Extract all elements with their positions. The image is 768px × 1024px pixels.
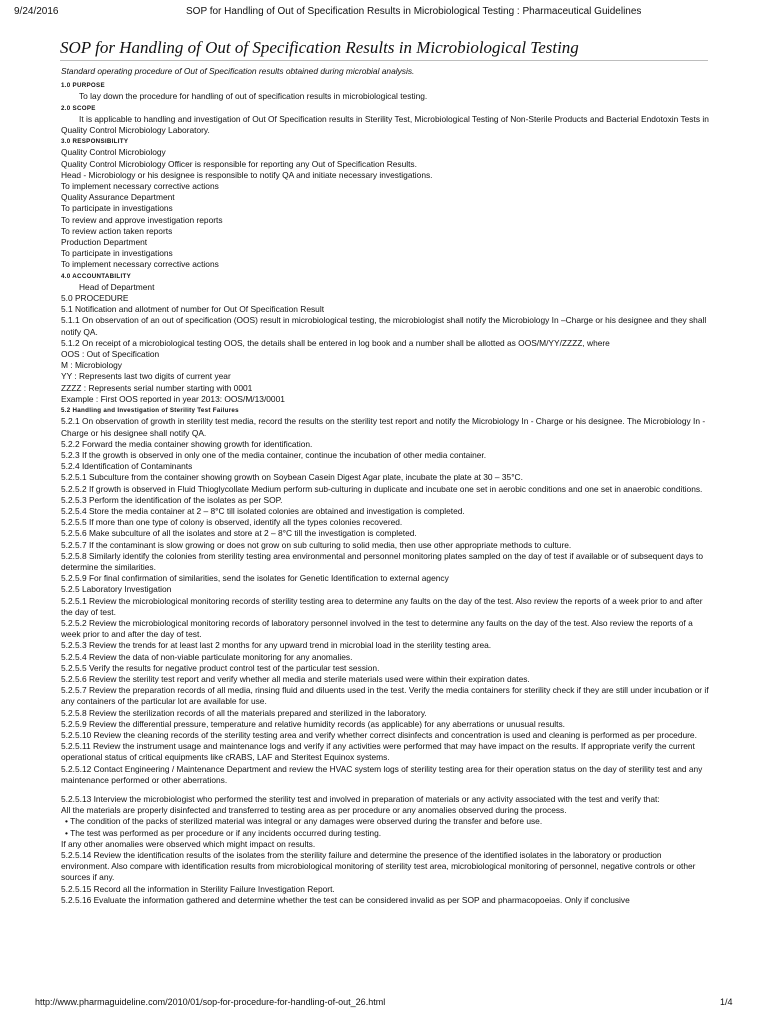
paragraph: 5.2.5.13 Interview the microbiologist who performed the sterility test and involved in preparation of materials or any activity associated with the test and verify that:	[61, 794, 660, 804]
definition-line: M : Microbiology	[61, 360, 122, 371]
paragraph: 5.2.5.4 Store the media container at 2 – 8°C till isolated colonies are obtained and investigation is completed.	[61, 505, 465, 516]
section-heading: 4.0 ACCOUNTABILITY	[61, 272, 132, 280]
paragraph: 5.2.5.11 Review the instrument usage and maintenance logs and verify if any activities were performed that may have impact on the results. If appropriate verify the current operational status of critical equipments like cRABS, LAF and Steritest Equinox systems.	[61, 741, 695, 763]
subheading: 5.2.4 Identification of Contaminants	[61, 461, 193, 472]
paragraph: 5.1.1 On observation of an out of specification (OOS) result in microbiological testing, the microbiologist shall notify the Microbiology In –Charge or his designee and they shall notify QA.	[61, 315, 707, 337]
paragraph: 5.2.5.8 Review the sterilization records of all the materials prepared and sterilized in the laboratory.	[61, 707, 427, 718]
paragraph: To review action taken reports	[61, 225, 173, 236]
definition-line: ZZZZ : Represents serial number starting with 0001	[61, 382, 253, 393]
section-heading: 2.0 SCOPE	[61, 104, 96, 112]
paragraph: 5.2.5.7 If the contaminant is slow growing or does not grow on sub culturing to solid media, then use other appropriate methods to culture.	[61, 539, 572, 550]
paragraph: 5.2.1 On observation of growth in sterility test media, record the results on the sterility test report and notify the Microbiology In - Charge or his designee. The Microbiology In - Charge or his designee shall notify QA.	[61, 416, 706, 438]
definition-line: OOS : Out of Specification	[61, 349, 160, 360]
section-heading: 5.0 PROCEDURE	[61, 293, 129, 304]
paragraph: Quality Control Microbiology Officer is responsible for reporting any Out of Specification Results.	[61, 158, 417, 169]
paragraph: 5.2.5.3 Perform the identification of the isolates as per SOP.	[61, 494, 283, 505]
paragraph: 5.2.5.12 Contact Engineering / Maintenance Department and review the HVAC system logs of sterility testing area for their operation status on the day of sterility test and any maintenance performed or other aberrations.	[61, 763, 703, 785]
paragraph: It is applicable to handling and investigation of Out Of Specification results in Sterility Test, Microbiological Testing of Non-Sterile Products and Bacterial Endotoxin Tests in Quality Control Microbiology Laboratory.	[61, 113, 709, 136]
paragraph: 5.2.5.15 Record all the information in Sterility Failure Investigation Report.	[61, 883, 335, 894]
paragraph: All the materials are properly disinfected and transferred to testing area as per procedure or any anomalies observed during the process.	[61, 805, 567, 816]
paragraph: 5.2.2 Forward the media container showing growth for identification.	[61, 438, 313, 449]
paragraph: 5.2.5.16 Evaluate the information gathered and determine whether the test can be considered invalid as per SOP and pharmacopoeias. Only if conclusive	[61, 894, 630, 905]
paragraph: 5.2.3 If the growth is observed in only one of the media container, continue the incubation of other media container.	[61, 449, 487, 460]
subheading: Quality Control Microbiology	[61, 147, 166, 158]
paragraph: 5.2.5.6 Make subculture of all the isolates and store at 2 – 8°C till the investigation is completed.	[61, 528, 417, 539]
document-title: SOP for Handling of Out of Specification Results in Microbiological Testing	[60, 38, 579, 57]
paragraph: To implement necessary corrective actions	[61, 259, 219, 270]
paragraph: To participate in investigations	[61, 248, 173, 259]
paragraph: 5.2.5.5 If more than one type of colony is observed, identify all the types colonies recovered.	[61, 517, 403, 528]
paragraph: 5.2.5.1 Subculture from the container showing growth on Soybean Casein Digest Agar plate, incubate the plate at 30 – 35°C.	[61, 472, 523, 483]
paragraph: 5.2.5.8 Similarly identify the colonies from sterility testing area environmental and personnel monitoring plates sampled on the day of test if available or of subsequent days to determine the similarities.	[61, 550, 703, 572]
paragraph: 5.2.5.14 Review the identification results of the isolates from the sterility failure and determine the presence of the identified isolates in the laboratory or production environment. Also compare with identification results from microbiological monitoring of sterility test area, microbiological monitoring of personnel, negative controls or other sources if any.	[61, 850, 696, 883]
subheading: Production Department	[61, 237, 148, 248]
paragraph: 5.2.5.1 Review the microbiological monitoring records of sterility testing area to determine any faults on the day of the test. Also review the reports of a week prior to and after the day of test.	[61, 595, 703, 617]
paragraph: To participate in investigations	[61, 203, 173, 214]
paragraph: 5.2.5.9 Review the differential pressure, temperature and relative humidity records (as applicable) for any aberrations or unusual results.	[61, 718, 566, 729]
section-heading: 5.2 Handling and Investigation of Sterility Test Failures	[61, 407, 239, 415]
paragraph: To lay down the procedure for handling of out of specification results in microbiological testing.	[79, 91, 428, 102]
title-divider	[60, 60, 708, 61]
paragraph: 5.2.5.7 Review the preparation records of all media, rinsing fluid and diluents used in the test. Verify the media containers for sterility check if they are still under incubation or if any containers of the particular lot are available for use.	[61, 685, 709, 707]
paragraph: 5.2.5.6 Review the sterility test report and verify whether all media and sterile materials used were within their expiration dates.	[61, 673, 530, 684]
print-date: 9/24/2016	[14, 6, 59, 17]
print-footer	[0, 997, 768, 1011]
page-number: 1/4	[720, 997, 733, 1007]
example-line: Example : First OOS reported in year 2013: OOS/M/13/0001	[61, 393, 285, 404]
definition-line: YY : Represents last two digits of current year	[61, 371, 231, 382]
subheading: 5.2.5 Laboratory Investigation	[61, 584, 172, 595]
paragraph: 5.2.5.2 Review the microbiological monitoring records of laboratory personnel involved in the test to determine any faults on the day of the test. Also review the reports of a week prior to and after the day of test.	[61, 617, 693, 640]
section-heading: 1.0 PURPOSE	[61, 82, 105, 90]
paragraph: 5.1.2 On receipt of a microbiological testing OOS, the details shall be entered in log book and a number shall be allotted as OOS/M/YY/ZZZZ, where	[61, 337, 610, 348]
print-header	[0, 6, 768, 20]
paragraph: 5.2.5.4 Review the data of non-viable particulate monitoring for any anomalies.	[61, 651, 353, 662]
paragraph: 5.2.5.10 Review the cleaning records of the sterility testing area and verify whether correct disinfects and concentration is used and cleaning is performed as per procedure.	[61, 729, 697, 740]
paragraph: 5.2.5.2 If growth is observed in Fluid Thioglycollate Medium perform sub-culturing in duplicate and incubate one set in aerobic conditions and one set in anaerobic conditions.	[61, 483, 703, 494]
paragraph: 5.2.5.9 For final confirmation of similarities, send the isolates for Genetic Identification to external agency	[61, 573, 449, 584]
document-subtitle: Standard operating procedure of Out of Specification results obtained during microbial analysis.	[61, 66, 415, 76]
paragraph: 5.2.5.5 Verify the results for negative product control test of the particular test session.	[61, 662, 380, 673]
subheading: Quality Assurance Department	[61, 192, 175, 203]
bullet-item: • The condition of the packs of sterilized material was integral or any damages were observed during the transfer and before use.	[65, 816, 543, 827]
bullet-item: • The test was performed as per procedure or if any incidents occurred during testing.	[65, 827, 382, 838]
subheading: 5.1 Notification and allotment of number for Out Of Specification Result	[61, 304, 325, 315]
paragraph: To review and approve investigation reports	[61, 214, 223, 225]
print-page-title: SOP for Handling of Out of Specification Results in Microbiological Testing : Pharmaceutical Guidelines	[186, 6, 642, 17]
paragraph: Head - Microbiology or his designee is responsible to notify QA and initiate necessary investigations.	[61, 169, 433, 180]
document-body	[61, 66, 711, 996]
paragraph: To implement necessary corrective actions	[61, 181, 219, 192]
paragraph: Head of Department	[79, 281, 155, 292]
page-url-link[interactable]: http://www.pharmaguideline.com/2010/01/sop-for-procedure-for-handling-of-out_26.html	[35, 997, 386, 1007]
section-heading: 3.0 RESPONSIBILITY	[61, 138, 129, 146]
paragraph: 5.2.5.3 Review the trends for at least last 2 months for any upward trend in microbial load in the sterility testing area.	[61, 640, 492, 651]
paragraph: If any other anomalies were observed which might impact on results.	[61, 838, 316, 849]
